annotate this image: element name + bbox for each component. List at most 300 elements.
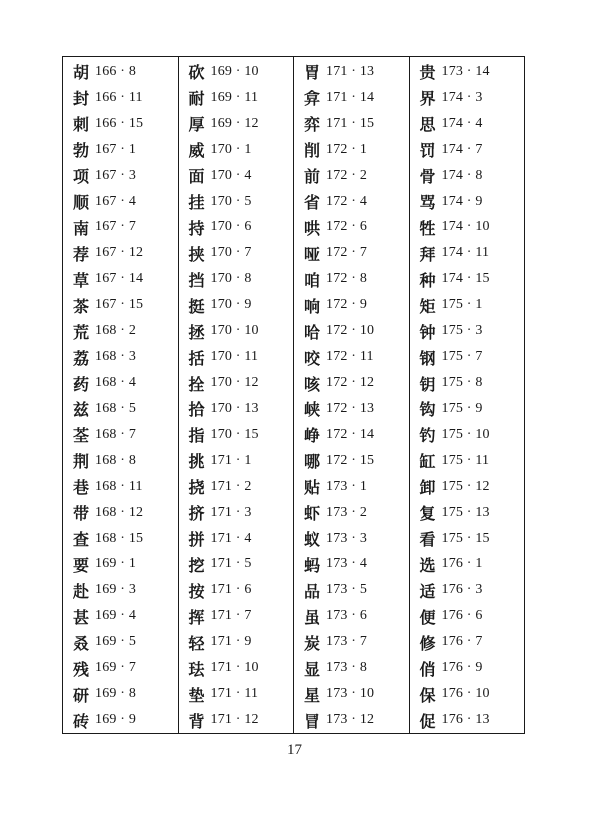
entry-character: 荃 [73, 426, 90, 446]
entry-reference: 173 · 6 [326, 608, 368, 624]
entry-reference: 172 · 9 [326, 297, 368, 313]
entry-reference: 174 · 9 [441, 193, 483, 209]
index-entry [294, 240, 409, 266]
entry-reference: 169 · 12 [210, 115, 259, 131]
index-entry [63, 266, 178, 292]
entry-reference: 175 · 9 [441, 400, 483, 416]
entry-reference: 171 · 15 [326, 115, 375, 131]
entry-character: 响 [304, 296, 321, 316]
entry-reference: 172 · 11 [326, 349, 374, 365]
entry-reference: 176 · 1 [441, 556, 483, 572]
index-entry [63, 163, 178, 189]
entry-reference: 169 · 3 [95, 582, 137, 598]
index-entry [63, 396, 178, 422]
entry-reference: 176 · 9 [441, 660, 483, 676]
index-entry [63, 215, 178, 241]
entry-reference: 169 · 8 [95, 686, 137, 702]
index-entry [63, 707, 178, 733]
entry-character: 哪 [304, 452, 321, 472]
entry-character: 星 [304, 685, 321, 705]
entry-character: 削 [304, 141, 321, 161]
entry-reference: 168 · 2 [95, 323, 137, 339]
entry-character: 骂 [419, 193, 436, 213]
index-entry [179, 370, 294, 396]
entry-character: 便 [419, 607, 436, 627]
entry-character: 巷 [73, 478, 90, 498]
entry-character: 残 [73, 659, 90, 679]
entry-character: 哈 [304, 322, 321, 342]
entry-character: 哄 [304, 218, 321, 238]
entry-character: 荆 [73, 452, 90, 472]
index-entry [294, 526, 409, 552]
entry-character: 面 [188, 167, 205, 187]
entry-character: 指 [188, 426, 205, 446]
index-entry [63, 85, 178, 111]
entry-character: 虾 [304, 504, 321, 524]
index-entry [294, 163, 409, 189]
entry-character: 兹 [73, 400, 90, 420]
entry-reference: 172 · 4 [326, 193, 368, 209]
index-entry [63, 292, 178, 318]
entry-character: 垫 [188, 685, 205, 705]
index-entry [179, 59, 294, 85]
entry-character: 咬 [304, 348, 321, 368]
index-entry [294, 552, 409, 578]
entry-reference: 173 · 14 [441, 63, 490, 79]
index-entry [179, 240, 294, 266]
entry-character: 保 [419, 685, 436, 705]
entry-reference: 172 · 13 [326, 400, 375, 416]
entry-reference: 168 · 12 [95, 504, 144, 520]
index-entry [410, 59, 525, 85]
entry-character: 峡 [304, 400, 321, 420]
entry-character: 顺 [73, 193, 90, 213]
index-entry [179, 189, 294, 215]
index-entry [410, 474, 525, 500]
index-entry [294, 655, 409, 681]
entry-character: 挖 [188, 555, 205, 575]
entry-character: 贴 [304, 478, 321, 498]
entry-reference: 174 · 10 [441, 219, 490, 235]
entry-character: 叒 [73, 633, 90, 653]
index-entry [294, 215, 409, 241]
entry-reference: 176 · 3 [441, 582, 483, 598]
entry-reference: 174 · 7 [441, 141, 483, 157]
index-entry [410, 292, 525, 318]
entry-character: 厚 [188, 115, 205, 135]
entry-reference: 173 · 7 [326, 634, 368, 650]
entry-reference: 170 · 9 [210, 297, 252, 313]
index-entry [410, 552, 525, 578]
entry-reference: 172 · 2 [326, 167, 368, 183]
entry-character: 省 [304, 193, 321, 213]
entry-reference: 173 · 4 [326, 556, 368, 572]
entry-character: 缸 [419, 452, 436, 472]
index-entry [179, 344, 294, 370]
entry-reference: 171 · 3 [210, 504, 252, 520]
entry-reference: 168 · 7 [95, 426, 137, 442]
entry-reference: 172 · 7 [326, 245, 368, 261]
entry-character: 草 [73, 270, 90, 290]
index-entry [294, 707, 409, 733]
entry-character: 拜 [419, 244, 436, 264]
index-entry [179, 396, 294, 422]
entry-reference: 170 · 12 [210, 375, 259, 391]
entry-reference: 176 · 7 [441, 634, 483, 650]
entry-character: 显 [304, 659, 321, 679]
entry-reference: 172 · 15 [326, 452, 375, 468]
entry-reference: 168 · 11 [95, 478, 143, 494]
entry-character: 钓 [419, 426, 436, 446]
index-entry [63, 240, 178, 266]
entry-reference: 169 · 7 [95, 660, 137, 676]
entry-character: 挑 [188, 452, 205, 472]
index-entry [63, 603, 178, 629]
entry-reference: 167 · 3 [95, 167, 137, 183]
entry-reference: 171 · 1 [210, 452, 252, 468]
entry-character: 勃 [73, 141, 90, 161]
index-entry [179, 526, 294, 552]
entry-character: 卸 [419, 478, 436, 498]
entry-reference: 172 · 14 [326, 426, 375, 442]
entry-character: 炭 [304, 633, 321, 653]
entry-reference: 169 · 11 [210, 89, 259, 105]
entry-reference: 168 · 3 [95, 349, 137, 365]
entry-character: 挡 [188, 270, 205, 290]
entry-character: 荔 [73, 348, 90, 368]
index-entry [410, 500, 525, 526]
entry-character: 研 [73, 685, 90, 705]
entry-reference: 173 · 1 [326, 478, 368, 494]
entry-character: 背 [188, 711, 205, 731]
index-entry [410, 396, 525, 422]
index-entry [294, 396, 409, 422]
index-entry [294, 344, 409, 370]
index-entry [179, 85, 294, 111]
entry-character: 骨 [419, 167, 436, 187]
entry-character: 威 [188, 141, 205, 161]
index-entry [294, 603, 409, 629]
entry-reference: 167 · 15 [95, 297, 144, 313]
index-entry [294, 577, 409, 603]
entry-reference: 172 · 10 [326, 323, 375, 339]
entry-reference: 176 · 13 [441, 712, 490, 727]
index-entry [63, 629, 178, 655]
index-entry [294, 422, 409, 448]
entry-reference: 173 · 8 [326, 660, 368, 676]
entry-character: 复 [419, 504, 436, 524]
entry-reference: 171 · 4 [210, 530, 252, 546]
entry-character: 挟 [188, 244, 205, 264]
entry-character: 钥 [419, 374, 436, 394]
index-entry [410, 629, 525, 655]
entry-reference: 170 · 5 [210, 193, 252, 209]
entry-character: 轻 [188, 633, 205, 653]
entry-character: 荐 [73, 244, 90, 264]
entry-character: 药 [73, 374, 90, 394]
index-entry [179, 163, 294, 189]
entry-reference: 169 · 4 [95, 608, 137, 624]
entry-reference: 168 · 8 [95, 452, 137, 468]
entry-character: 甚 [73, 607, 90, 627]
index-entry [410, 577, 525, 603]
entry-character: 钩 [419, 400, 436, 420]
index-entry [410, 707, 525, 733]
index-entry [294, 370, 409, 396]
index-entry [410, 448, 525, 474]
entry-reference: 176 · 6 [441, 608, 483, 624]
index-entry [63, 681, 178, 707]
entry-character: 蚂 [304, 555, 321, 575]
index-column-4 [410, 57, 525, 733]
entry-character: 虽 [304, 607, 321, 627]
entry-reference: 172 · 12 [326, 375, 375, 391]
entry-character: 挠 [188, 478, 205, 498]
index-entry [294, 629, 409, 655]
entry-reference: 175 · 10 [441, 426, 490, 442]
entry-reference: 167 · 4 [95, 193, 137, 209]
entry-character: 拼 [188, 530, 205, 550]
entry-character: 冒 [304, 711, 321, 731]
entry-reference: 171 · 2 [210, 478, 252, 494]
entry-character: 查 [73, 530, 90, 550]
entry-reference: 172 · 1 [326, 141, 368, 157]
entry-reference: 171 · 5 [210, 556, 252, 572]
index-entry [179, 474, 294, 500]
entry-reference: 166 · 8 [95, 63, 137, 79]
index-entry [179, 500, 294, 526]
entry-character: 峥 [304, 426, 321, 446]
index-entry [410, 422, 525, 448]
entry-reference: 170 · 1 [210, 141, 252, 157]
entry-reference: 170 · 13 [210, 400, 259, 416]
index-entry [410, 189, 525, 215]
index-entry [179, 137, 294, 163]
entry-reference: 173 · 2 [326, 504, 368, 520]
entry-reference: 166 · 11 [95, 89, 143, 105]
entry-character: 俏 [419, 659, 436, 679]
entry-reference: 171 · 7 [210, 608, 252, 624]
entry-character: 钢 [419, 348, 436, 368]
entry-reference: 175 · 1 [441, 297, 483, 313]
index-entry [294, 266, 409, 292]
entry-character: 荒 [73, 322, 90, 342]
index-entry [63, 552, 178, 578]
index-entry [410, 240, 525, 266]
entry-character: 品 [304, 581, 321, 601]
index-entry [63, 111, 178, 137]
entry-reference: 170 · 6 [210, 219, 252, 235]
entry-reference: 169 · 9 [95, 712, 137, 727]
index-entry [294, 189, 409, 215]
entry-reference: 174 · 4 [441, 115, 483, 131]
entry-character: 南 [73, 218, 90, 238]
entry-character: 砖 [73, 711, 90, 731]
index-entry [63, 318, 178, 344]
index-table [62, 56, 525, 734]
index-entry [63, 370, 178, 396]
index-entry [410, 111, 525, 137]
entry-reference: 171 · 10 [210, 660, 259, 676]
entry-reference: 173 · 3 [326, 530, 368, 546]
entry-character: 项 [73, 167, 90, 187]
entry-character: 弇 [304, 89, 321, 109]
entry-character: 珐 [188, 659, 205, 679]
entry-reference: 174 · 3 [441, 89, 483, 105]
entry-reference: 166 · 15 [95, 115, 144, 131]
entry-character: 带 [73, 504, 90, 524]
entry-reference: 174 · 15 [441, 271, 490, 287]
index-entry [410, 163, 525, 189]
entry-reference: 167 · 12 [95, 245, 144, 261]
index-entry [179, 629, 294, 655]
entry-character: 赴 [73, 581, 90, 601]
entry-reference: 167 · 14 [95, 271, 144, 287]
entry-character: 挤 [188, 504, 205, 524]
index-entry [410, 318, 525, 344]
entry-character: 矩 [419, 296, 436, 316]
entry-character: 拴 [188, 374, 205, 394]
index-entry [410, 370, 525, 396]
entry-character: 咳 [304, 374, 321, 394]
entry-reference: 169 · 5 [95, 634, 137, 650]
entry-reference: 170 · 8 [210, 271, 252, 287]
entry-character: 胡 [73, 63, 90, 83]
entry-character: 咱 [304, 270, 321, 290]
index-entry [294, 111, 409, 137]
entry-reference: 175 · 12 [441, 478, 490, 494]
index-entry [179, 111, 294, 137]
entry-reference: 168 · 5 [95, 400, 137, 416]
entry-reference: 169 · 10 [210, 63, 259, 79]
entry-reference: 167 · 7 [95, 219, 137, 235]
index-column-3 [294, 57, 410, 733]
entry-character: 耐 [188, 89, 205, 109]
entry-character: 贵 [419, 63, 436, 83]
index-entry [294, 59, 409, 85]
entry-reference: 171 · 6 [210, 582, 252, 598]
entry-character: 茶 [73, 296, 90, 316]
entry-reference: 173 · 5 [326, 582, 368, 598]
index-entry [294, 292, 409, 318]
entry-reference: 167 · 1 [95, 141, 137, 157]
entry-reference: 170 · 4 [210, 167, 252, 183]
entry-reference: 175 · 11 [441, 452, 490, 468]
index-entry [63, 59, 178, 85]
entry-character: 适 [419, 581, 436, 601]
index-entry [63, 448, 178, 474]
entry-reference: 172 · 6 [326, 219, 368, 235]
entry-character: 蚁 [304, 530, 321, 550]
index-entry [63, 577, 178, 603]
entry-character: 挂 [188, 193, 205, 213]
entry-reference: 172 · 8 [326, 271, 368, 287]
index-entry [179, 681, 294, 707]
index-column-2 [179, 57, 295, 733]
index-entry [179, 552, 294, 578]
index-entry [410, 603, 525, 629]
index-entry [63, 526, 178, 552]
entry-character: 哑 [304, 244, 321, 264]
entry-character: 砍 [188, 63, 205, 83]
entry-reference: 174 · 11 [441, 245, 490, 261]
index-entry [179, 707, 294, 733]
index-entry [63, 189, 178, 215]
entry-reference: 171 · 13 [326, 63, 375, 79]
index-entry [294, 85, 409, 111]
entry-reference: 171 · 11 [210, 686, 259, 702]
index-entry [179, 448, 294, 474]
entry-reference: 174 · 8 [441, 167, 483, 183]
index-entry [410, 85, 525, 111]
entry-reference: 173 · 10 [326, 686, 375, 702]
entry-character: 拾 [188, 400, 205, 420]
entry-reference: 170 · 7 [210, 245, 252, 261]
entry-reference: 175 · 8 [441, 375, 483, 391]
entry-character: 促 [419, 711, 436, 731]
index-entry [294, 681, 409, 707]
entry-reference: 175 · 3 [441, 323, 483, 339]
entry-character: 要 [73, 555, 90, 575]
index-entry [410, 344, 525, 370]
entry-reference: 171 · 14 [326, 89, 375, 105]
entry-character: 拯 [188, 322, 205, 342]
page-number: 17 [287, 742, 302, 758]
entry-character: 看 [419, 530, 436, 550]
entry-character: 刺 [73, 115, 90, 135]
entry-character: 封 [73, 89, 90, 109]
entry-reference: 176 · 10 [441, 686, 490, 702]
entry-character: 选 [419, 555, 436, 575]
index-entry [294, 318, 409, 344]
entry-reference: 168 · 15 [95, 530, 144, 546]
index-entry [179, 215, 294, 241]
entry-character: 思 [419, 115, 436, 135]
entry-character: 修 [419, 633, 436, 653]
entry-reference: 173 · 12 [326, 712, 375, 727]
entry-character: 持 [188, 218, 205, 238]
index-entry [179, 655, 294, 681]
index-entry [179, 318, 294, 344]
index-column-1 [63, 57, 179, 733]
entry-character: 按 [188, 581, 205, 601]
index-entry [294, 474, 409, 500]
index-entry [63, 344, 178, 370]
index-entry [179, 292, 294, 318]
index-entry [410, 266, 525, 292]
index-entry [410, 681, 525, 707]
entry-reference: 169 · 1 [95, 556, 137, 572]
index-entry [179, 603, 294, 629]
entry-character: 弈 [304, 115, 321, 135]
index-entry [410, 137, 525, 163]
index-entry [410, 215, 525, 241]
entry-character: 前 [304, 167, 321, 187]
entry-reference: 175 · 7 [441, 349, 483, 365]
entry-character: 括 [188, 348, 205, 368]
index-entry [63, 474, 178, 500]
entry-reference: 168 · 4 [95, 375, 137, 391]
entry-character: 挥 [188, 607, 205, 627]
index-entry [63, 655, 178, 681]
index-entry [179, 266, 294, 292]
entry-character: 挺 [188, 296, 205, 316]
entry-reference: 170 · 15 [210, 426, 259, 442]
entry-reference: 171 · 12 [210, 712, 259, 727]
entry-character: 牲 [419, 218, 436, 238]
index-entry [410, 655, 525, 681]
index-entry [179, 422, 294, 448]
